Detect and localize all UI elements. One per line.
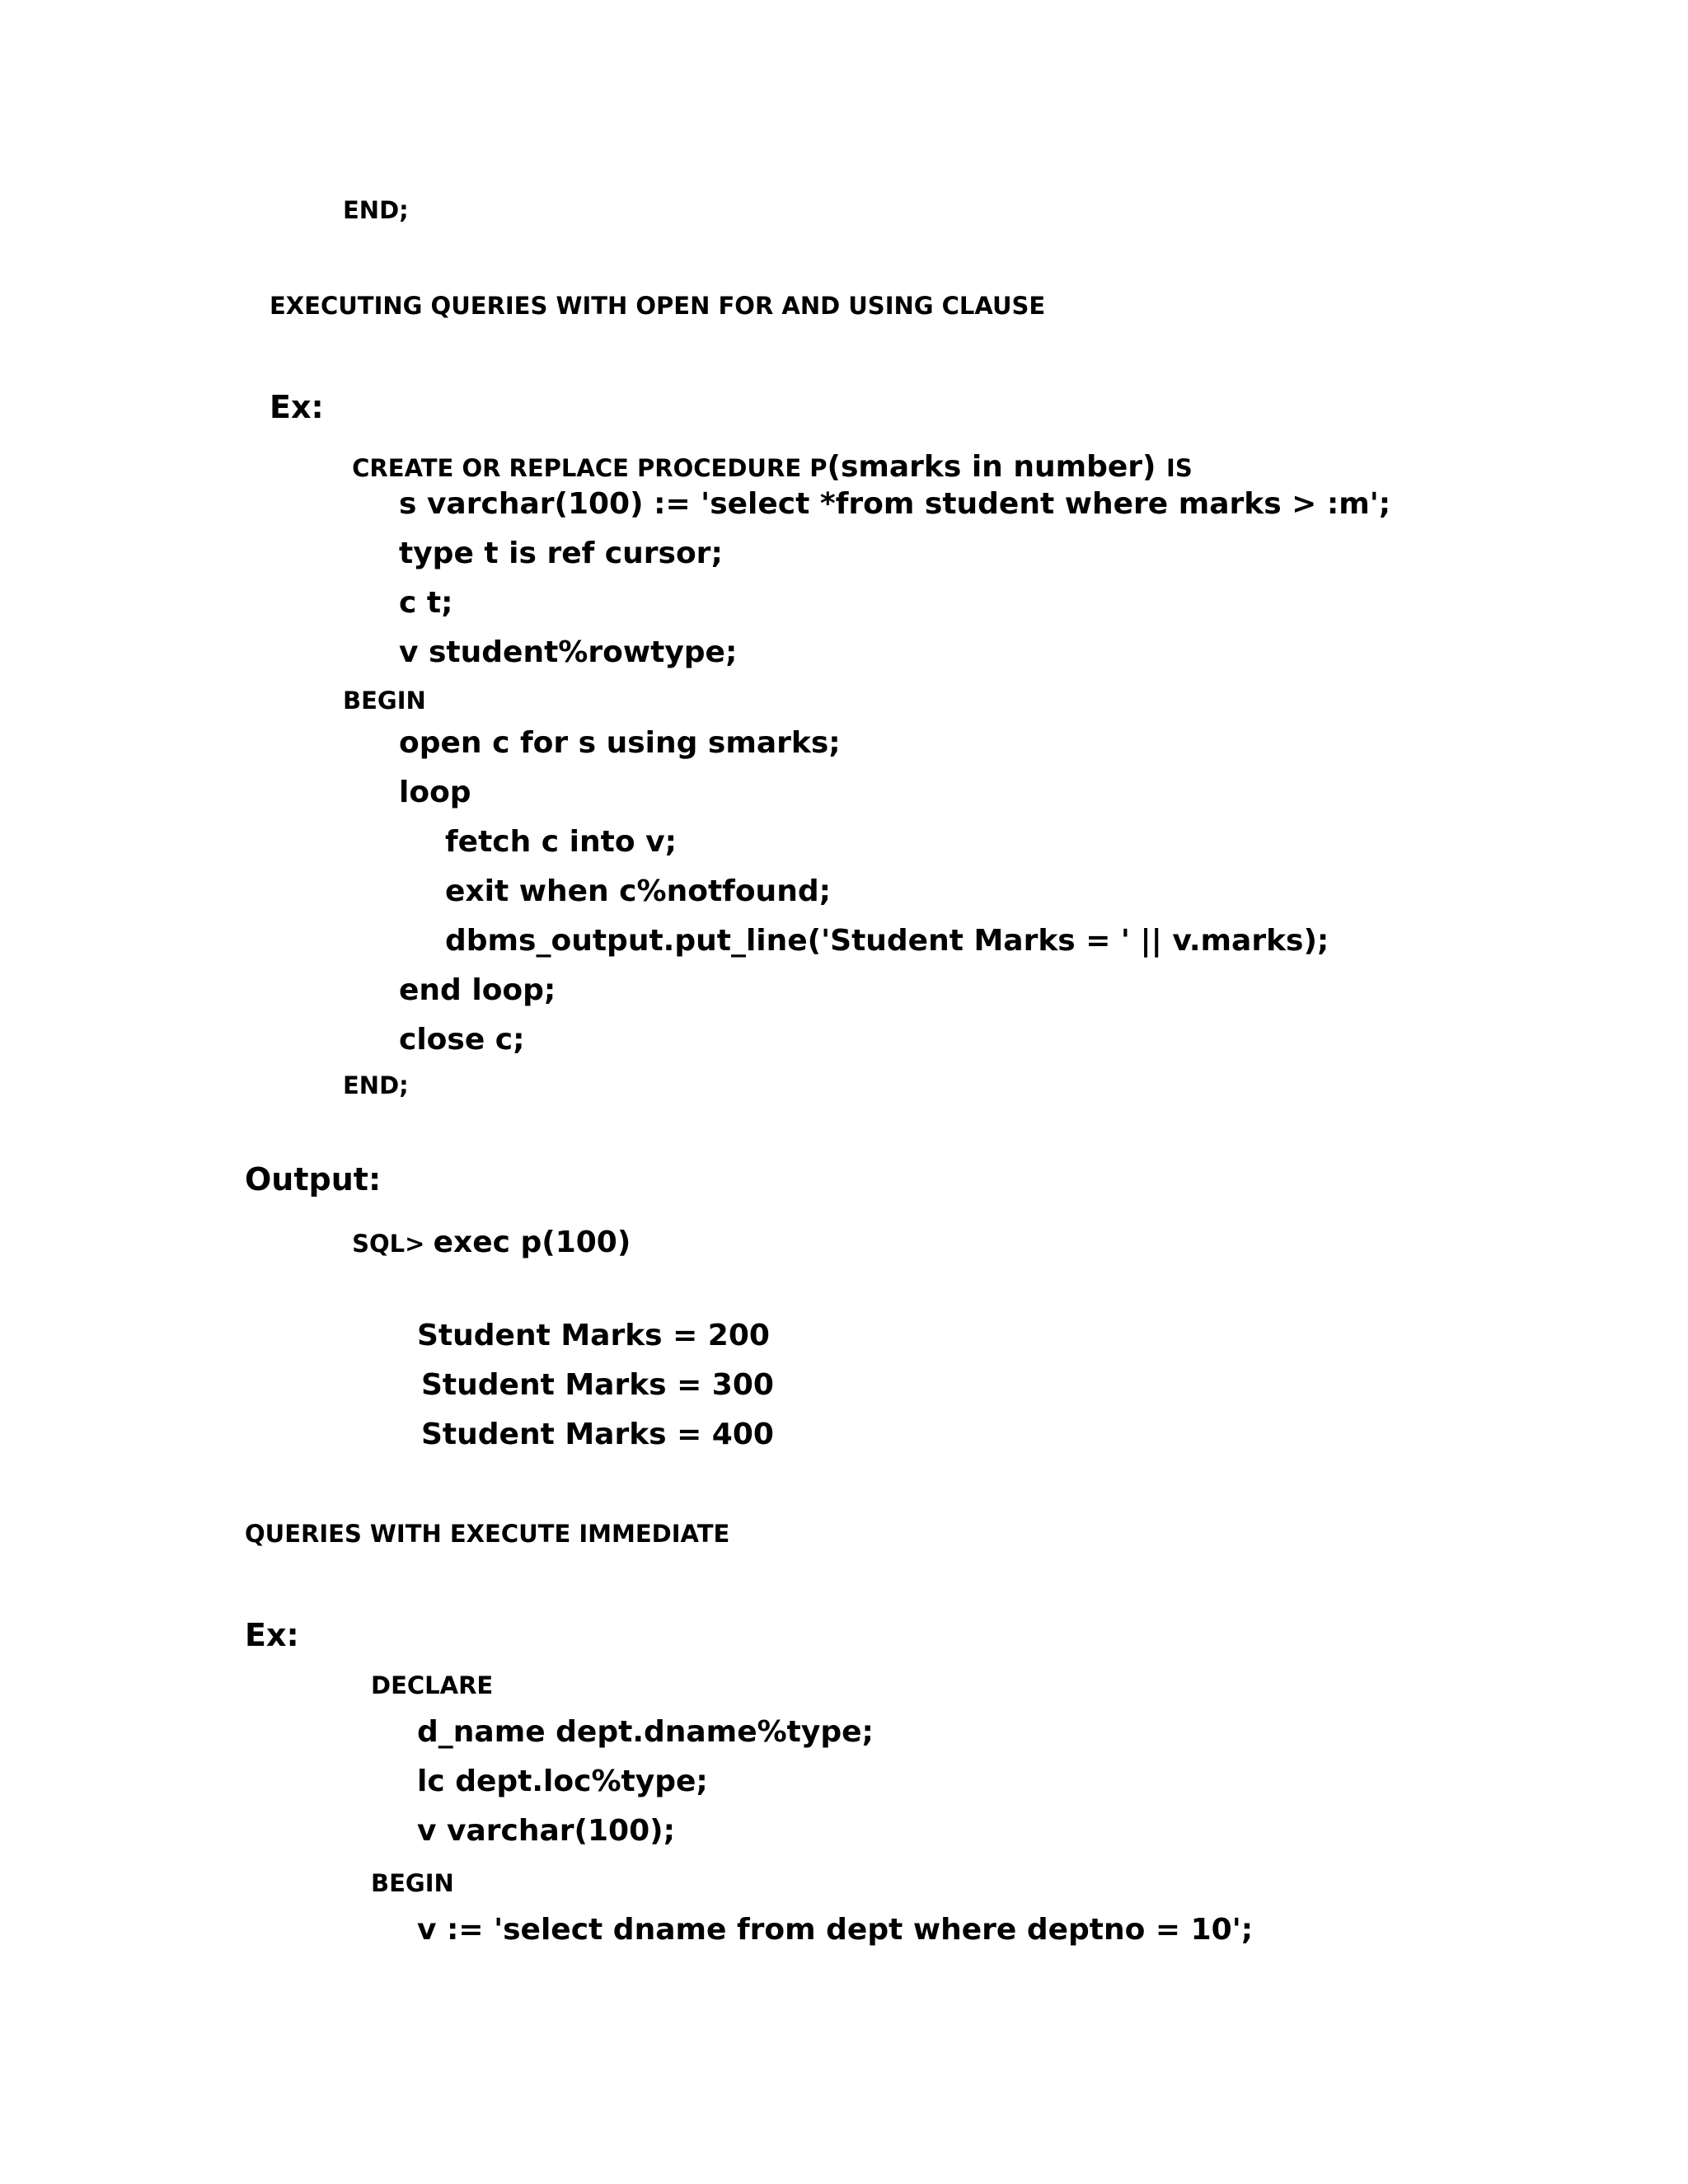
output-result: Student Marks = 400 — [421, 1418, 774, 1451]
sql-command: exec p(100) — [433, 1226, 631, 1259]
example-label: Ex: — [270, 389, 324, 425]
create-procedure-keywords: CREATE OR REPLACE PROCEDURE P — [352, 454, 828, 482]
create-procedure-line — [343, 439, 1193, 482]
code-line: loop — [399, 776, 471, 809]
end-keyword-top: END; — [343, 196, 409, 224]
output-result: Student Marks = 200 — [417, 1319, 770, 1352]
code-line: d_name dept.dname%type; — [417, 1715, 874, 1749]
code-line: dbms_output.put_line('Student Marks = ' || v.marks); — [445, 924, 1329, 958]
code-line: end loop; — [399, 973, 556, 1007]
sql-command-line — [343, 1215, 631, 1258]
procedure-params: (smarks in number) — [827, 450, 1167, 484]
sql-prompt: SQL> — [352, 1230, 434, 1258]
section-heading-open-for: EXECUTING QUERIES WITH OPEN FOR AND USING CLAUSE — [270, 292, 1046, 320]
output-result: Student Marks = 300 — [421, 1368, 774, 1402]
code-line: v varchar(100); — [417, 1814, 675, 1848]
code-line: open c for s using smarks; — [399, 726, 841, 760]
begin-keyword: BEGIN — [371, 1869, 454, 1897]
output-label: Output: — [245, 1161, 382, 1197]
example-label: Ex: — [245, 1617, 299, 1653]
section-heading-execute-immediate: QUERIES WITH EXECUTE IMMEDIATE — [245, 1520, 730, 1548]
code-line: type t is ref cursor; — [399, 537, 723, 570]
code-line: c t; — [399, 586, 453, 620]
is-keyword: IS — [1166, 454, 1193, 482]
code-line: s varchar(100) := 'select *from student where marks > :m'; — [399, 487, 1391, 521]
code-line: close c; — [399, 1023, 525, 1057]
code-line: lc dept.loc%type; — [417, 1765, 708, 1798]
code-line: exit when c%notfound; — [445, 874, 831, 908]
end-keyword: END; — [343, 1071, 409, 1099]
code-line: fetch c into v; — [445, 825, 677, 859]
code-line: v student%rowtype; — [399, 635, 738, 669]
declare-keyword: DECLARE — [371, 1671, 494, 1699]
begin-keyword: BEGIN — [343, 687, 426, 715]
code-line: v := 'select dname from dept where deptno = 10'; — [417, 1913, 1254, 1947]
